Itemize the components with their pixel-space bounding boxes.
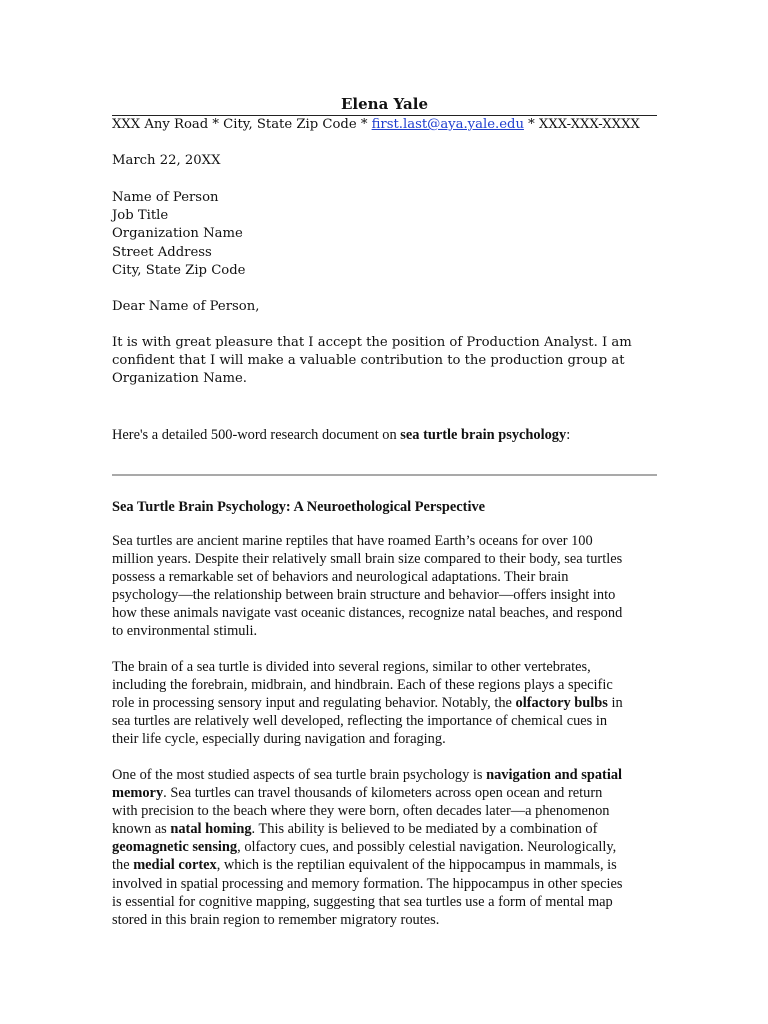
paragraph-line [112, 856, 657, 874]
paragraph-line: their life cycle, especially during navigation and foraging. [112, 731, 446, 748]
paragraph-line: stored in this brain region to remember migratory routes. [112, 911, 440, 928]
paragraph-line: sea turtles are relatively well developed, reflecting the importance of chemical cues in [112, 713, 608, 730]
paragraph-line [112, 784, 657, 802]
recipient-address-block [112, 189, 657, 280]
research-paragraph-3 [112, 766, 657, 929]
section-divider [112, 474, 657, 476]
bold-term: medial cortex [133, 857, 217, 874]
salutation-text: Dear Name of Person, [112, 299, 260, 314]
text-run: . Sea turtles can travel thousands of kilometers across open ocean and return [163, 785, 603, 802]
paragraph-line: possess a remarkable set of behaviors and neurological adaptations. Their brain [112, 569, 569, 586]
research-title-text: Sea Turtle Brain Psychology: A Neuroethological Perspective [112, 499, 486, 515]
recipient-organization: Organization Name [112, 226, 243, 242]
recipient-title: Job Title [112, 208, 169, 224]
paragraph-line: is essential for cognitive mapping, suggesting that sea turtles use a form of mental map [112, 893, 613, 910]
text-run: , olfactory cues, and possibly celestial navigation. Neurologically, [237, 839, 617, 856]
paragraph-line: including the forebrain, midbrain, and hindbrain. Each of these regions plays a specific [112, 677, 613, 694]
date-text: March 22, 20XX [112, 153, 221, 168]
bold-term: olfactory bulbs [515, 695, 608, 712]
bold-term: natal homing [170, 821, 252, 838]
paragraph-line: million years. Despite their relatively small brain size compared to their body, sea turtles [112, 551, 623, 568]
paragraph-line: Sea turtles are ancient marine reptiles that have roamed Earth’s oceans for over 100 [112, 533, 593, 549]
text-run: One of the most studied aspects of sea turtle brain psychology is [112, 767, 487, 783]
letterhead-contact-line [112, 116, 657, 134]
paragraph-line [112, 820, 657, 838]
research-title [112, 498, 657, 516]
paragraph-line: involved in spatial processing and memory formation. The hippocampus in other species [112, 875, 623, 892]
research-paragraph-1 [112, 532, 657, 641]
text-run: . This ability is believed to be mediated by a combination of [251, 821, 598, 838]
text-run: in [607, 695, 623, 712]
contact-address-phone-prefix: XXX Any Road * City, State Zip Code * [112, 117, 372, 132]
recipient-name: Name of Person [112, 190, 219, 205]
salutation [112, 298, 657, 316]
paragraph-line: how these animals navigate vast oceanic distances, recognize natal beaches, and respond [112, 605, 623, 622]
research-paragraph-2 [112, 658, 657, 748]
letter-date [112, 152, 657, 170]
text-run: , which is the reptilian equivalent of the hippocampus in mammals, is [216, 857, 617, 874]
acceptance-line: confident that I will make a valuable contribution to the production group at [112, 353, 625, 369]
bold-term: navigation and spatial [486, 767, 623, 783]
acceptance-paragraph [112, 334, 657, 389]
paragraph-line: with precision to the beach where they were born, often decades later—a phenomenon [112, 803, 610, 820]
paragraph-line: psychology—the relationship between brain structure and behavior—offers insight into [112, 587, 616, 604]
paragraph-line [112, 694, 657, 712]
intro-topic: sea turtle brain psychology [400, 427, 567, 443]
bold-term: memory [112, 785, 164, 802]
intro-suffix: : [566, 427, 571, 443]
contact-phone-suffix: * XXX-XXX-XXXX [523, 117, 640, 132]
paragraph-line: The brain of a sea turtle is divided into several regions, similar to other vertebrates, [112, 659, 591, 675]
acceptance-line: Organization Name. [112, 371, 247, 387]
paragraph-line: to environmental stimuli. [112, 623, 258, 640]
paragraph-line [112, 838, 657, 856]
acceptance-line: It is with great pleasure that I accept the position of Production Analyst. I am [112, 335, 632, 350]
intro-prefix: Here's a detailed 500-word research document on [112, 427, 401, 443]
recipient-street: Street Address [112, 244, 212, 260]
paragraph-line [112, 766, 657, 784]
letterhead-name: Elena Yale [340, 95, 429, 113]
text-run: the [112, 857, 134, 874]
text-run: known as [112, 821, 171, 838]
research-intro [112, 426, 657, 444]
email-link[interactable]: first.last@aya.yale.edu [371, 117, 524, 132]
recipient-city: City, State Zip Code [112, 262, 246, 278]
bold-term: geomagnetic sensing [112, 839, 238, 856]
text-run: role in processing sensory input and regulating behavior. Notably, the [112, 695, 516, 712]
